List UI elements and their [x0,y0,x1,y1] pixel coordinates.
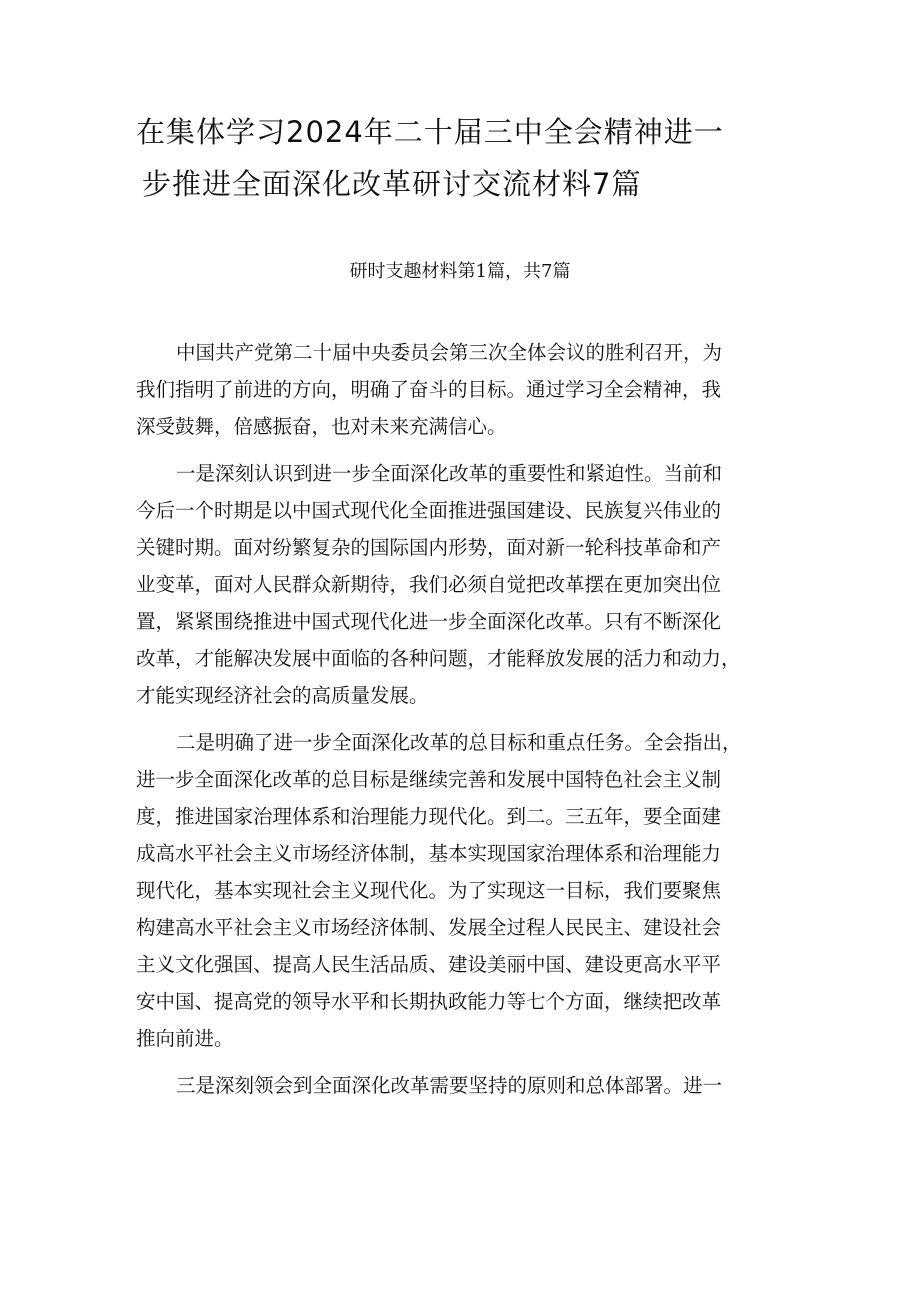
paragraph-point-two [136,724,796,1057]
text-line: 构建高水平社会主义市场经济体制、发展全过程人民民主、建设社会 [136,916,722,939]
text-line: 安中国、提高党的领导水平和长期执政能力等七个方面，继续把改革 [136,990,722,1013]
document-body [136,334,796,1114]
paragraph-point-three [136,1067,796,1104]
text-line: 深受鼓舞，倍感振奋，也对未来充满信心。 [136,415,507,438]
title-line: 在集体学习2024年二十届三中全会精神进一 [136,115,724,149]
text-line: 改革，才能解决发展中面临的各种问题，才能释放发展的活力和动力， [136,647,741,670]
text-line: 进一步全面深化改革的总目标是继续完善和发展中国特色社会主义制 [136,768,722,791]
text-line: 今后一个时期是以中国式现代化全面推进强国建设、民族复兴伟业的 [136,499,722,522]
text-line: 二是明确了进一步全面深化改革的总目标和重点任务。全会指出， [176,731,742,754]
title-line: 步推进全面深化改革研讨交流材料7篇 [142,167,642,201]
text-line: 置，紧紧围绕推进中国式现代化进一步全面深化改革。只有不断深化 [136,610,722,633]
text-line: 度，推进国家治理体系和治理能力现代化。到二。三五年，要全面建 [136,805,722,828]
text-line: 关键时期。面对纷繁复杂的国际国内形势，面对新一轮科技革命和产 [136,536,722,559]
text-line: 三是深刻领会到全面深化改革需要坚持的原则和总体部署。进一 [176,1074,723,1097]
paragraph-intro [136,334,796,445]
text-line: 中国共产党第二十届中央委员会第三次全体会议的胜利召开，为 [176,341,723,364]
text-line: 我们指明了前进的方向，明确了奋斗的目标。通过学习全会精神，我 [136,378,722,401]
text-line: 推向前进。 [136,1027,234,1050]
paragraph-point-one [136,455,796,714]
text-line: 一是深刻认识到进一步全面深化改革的重要性和紧迫性。当前和 [176,462,723,485]
text-line: 主义文化强国、提高人民生活品质、建设美丽中国、建设更高水平平 [136,953,722,976]
document-subtitle: 研时支趣材料第1篇，共7篇 [349,261,571,282]
text-line: 现代化，基本实现社会主义现代化。为了实现这一目标，我们要聚焦 [136,879,722,902]
text-line: 才能实现经济社会的高质量发展。 [136,684,429,707]
document-title [136,106,796,210]
text-line: 成高水平社会主义市场经济体制，基本实现国家治理体系和治理能力 [136,842,722,865]
text-line: 业变革，面对人民群众新期待，我们必须自觉把改革摆在更加突出位 [136,573,722,596]
